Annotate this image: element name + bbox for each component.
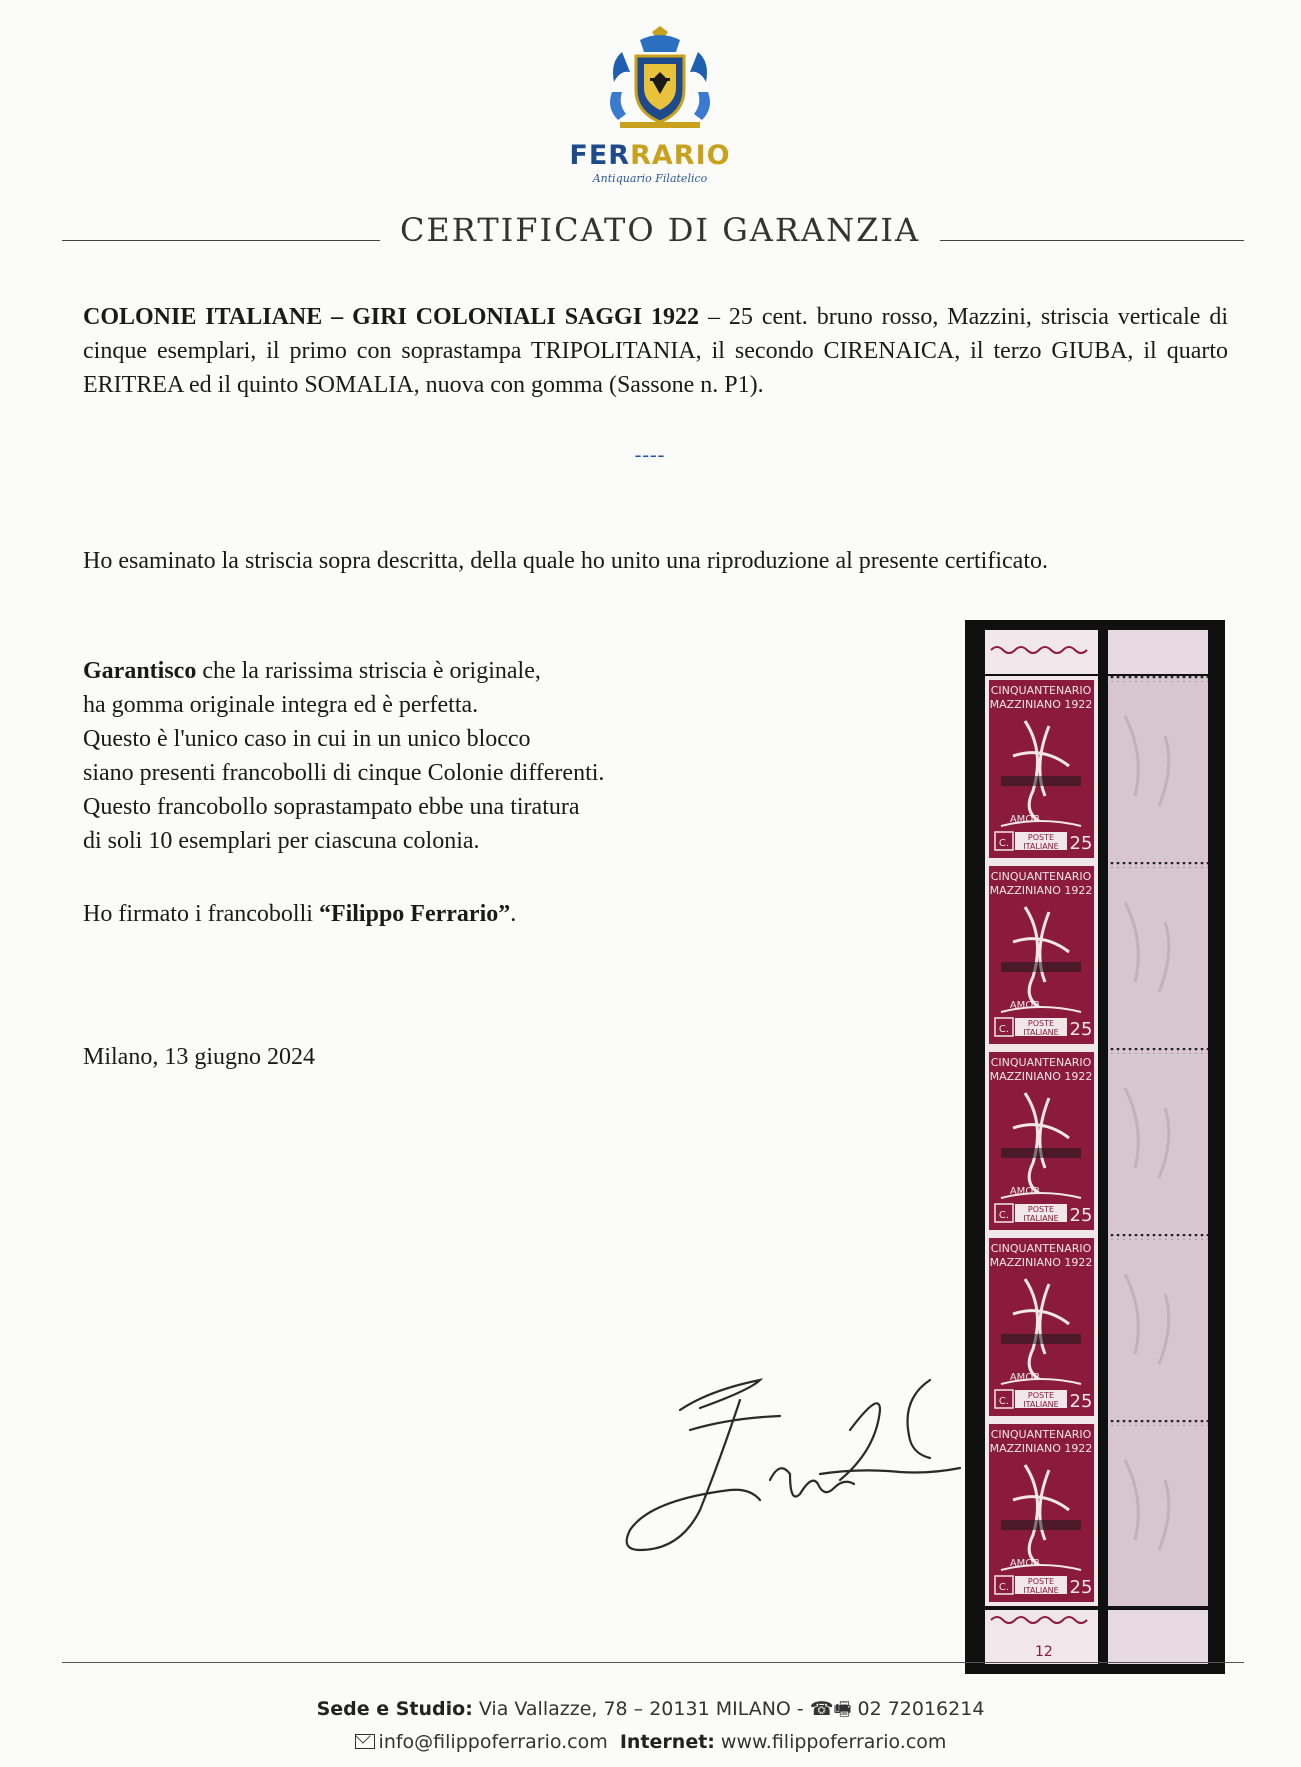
stamp-amor-text: AMOR xyxy=(1009,1000,1041,1011)
stamp-top-line1: CINQUANTENARIO xyxy=(990,1428,1092,1441)
stamp-back-perforation xyxy=(1108,1234,1208,1240)
stamp-back-perforation xyxy=(1108,676,1208,682)
stamp-italiane-text: ITALIANE xyxy=(1023,1400,1059,1409)
stamp-front xyxy=(985,676,1098,862)
phone-number: 02 72016214 xyxy=(857,1698,985,1720)
stamp-amor-text: AMOR xyxy=(1009,1186,1041,1197)
brand-subtitle: Antiquario Filatelico xyxy=(592,172,708,185)
address-label: Sede e Studio: xyxy=(316,1698,473,1720)
guarantee-line: di soli 10 esemplari per ciascuna colonia. xyxy=(83,828,480,854)
footer-contact-line xyxy=(0,1731,1301,1753)
stamp-top-line2: MAZZINIANO 1922 xyxy=(989,1442,1093,1455)
back-bottom-margin xyxy=(1108,1610,1208,1664)
stamp-poste-text: POSTE xyxy=(1027,1577,1055,1586)
stamp-value-text: 25 xyxy=(1069,1391,1093,1412)
stamp-poste-text: POSTE xyxy=(1027,1391,1055,1400)
ferrario-coat-of-arms-logo xyxy=(600,22,720,134)
stamp-top-line1: CINQUANTENARIO xyxy=(990,684,1092,697)
stamp-value-text: 25 xyxy=(1069,1577,1093,1598)
description-lead: COLONIE ITALIANE – GIRI COLONIALI SAGGI 1922 xyxy=(83,304,699,330)
footer-rule xyxy=(62,1662,1244,1663)
stamp-back xyxy=(1108,1420,1208,1606)
place-and-date: Milano, 13 giugno 2024 xyxy=(83,1044,315,1070)
stamp-back-body xyxy=(1108,1420,1208,1606)
stamp-top-line2: MAZZINIANO 1922 xyxy=(989,884,1093,897)
back-stamps xyxy=(1108,676,1208,1606)
brand-name xyxy=(520,140,780,171)
stamp-italiane-text: ITALIANE xyxy=(1023,842,1059,851)
stamp-top-line1: CINQUANTENARIO xyxy=(990,870,1092,883)
stamp-top-line1: CINQUANTENARIO xyxy=(990,1056,1092,1069)
brand-name-part2: RARIO xyxy=(630,140,731,171)
stamp-amor-text: AMOR xyxy=(1009,1558,1041,1569)
stamp-top-line2: MAZZINIANO 1922 xyxy=(989,1256,1093,1269)
stamp-back-perforation xyxy=(1108,1420,1208,1426)
certificate-title: CERTIFICATO DI GARANZIA xyxy=(399,211,921,249)
stamp-value-text: 25 xyxy=(1069,1019,1093,1040)
stamp-back-body xyxy=(1108,1234,1208,1420)
stamp-overprint xyxy=(1001,1148,1081,1158)
stamp-top-line1: CINQUANTENARIO xyxy=(990,1242,1092,1255)
stamp-back xyxy=(1108,1048,1208,1234)
footer-address-line xyxy=(0,1695,1301,1727)
title-rule-right xyxy=(940,240,1244,241)
stamp-italiane-text: ITALIANE xyxy=(1023,1586,1059,1595)
guarantee-line: siano presenti francobolli di cinque Colonie differenti. xyxy=(83,760,605,786)
stamp-description xyxy=(83,300,1228,402)
stamp-value-text: 25 xyxy=(1069,1205,1093,1226)
guarantee-statement xyxy=(83,654,943,858)
back-top-margin xyxy=(1108,630,1208,674)
address: Via Vallazze, 78 – 20131 MILANO - xyxy=(472,1698,810,1720)
stamp-cent-text: C. xyxy=(998,1582,1010,1593)
brand-name-part1: FER xyxy=(569,140,631,171)
stamp-amor-text: AMOR xyxy=(1009,814,1041,825)
stamp-overprint xyxy=(1001,776,1081,786)
stamp-cent-text: C. xyxy=(998,1396,1010,1407)
stamp-poste-text: POSTE xyxy=(1027,833,1055,842)
stamp-back xyxy=(1108,1234,1208,1420)
stamp-back-body xyxy=(1108,676,1208,862)
guarantee-line: ha gomma originale integra ed è perfetta. xyxy=(83,692,479,718)
stamp-italiane-text: ITALIANE xyxy=(1023,1028,1059,1037)
sheet-number: 12 xyxy=(1035,1644,1053,1660)
signer-name: “Filippo Ferrario” xyxy=(318,901,511,927)
stamp-top-line2: MAZZINIANO 1922 xyxy=(989,698,1093,711)
stamp-front xyxy=(985,1048,1098,1234)
stamp-poste-text: POSTE xyxy=(1027,1019,1055,1028)
stamp-back-body xyxy=(1108,862,1208,1048)
stamp-value-text: 25 xyxy=(1069,833,1093,854)
stamp-cent-text: C. xyxy=(998,838,1010,849)
stamp-amor-text: AMOR xyxy=(1009,1372,1041,1383)
stamp-cent-text: C. xyxy=(998,1210,1010,1221)
phone-fax-icon: ☎🖷 xyxy=(809,1698,858,1720)
description-text: – 25 cent. bruno rosso, Mazzini, striscia verticale di cinque esemplari, il primo con soprastampa TRIPOLITANIA, il secondo CIRENAICA, il terzo GIUBA, il quarto ERITREA ed il quinto SOMALIA, nuova con gomma (Sassone n. P1). xyxy=(83,304,1228,398)
separator: ---- xyxy=(634,444,666,466)
email-icon xyxy=(355,1734,375,1749)
stamp-back-perforation xyxy=(1108,1048,1208,1054)
examination-statement: Ho esaminato la striscia sopra descritta, della quale ho unito una riproduzione al presente certificato. xyxy=(83,548,1048,574)
stamp-cent-text: C. xyxy=(998,1024,1010,1035)
website-link[interactable]: www.filippoferrario.com xyxy=(714,1731,947,1753)
stamp-front xyxy=(985,862,1098,1048)
stamp-italiane-text: ITALIANE xyxy=(1023,1214,1059,1223)
stamp-poste-text: POSTE xyxy=(1027,1205,1055,1214)
email-link[interactable]: info@filippoferrario.com xyxy=(378,1731,608,1753)
guarantee-lead: Garantisco xyxy=(83,658,197,684)
guarantee-line: Questo è l'unico caso in cui in un unico blocco xyxy=(83,726,531,752)
stamp-back xyxy=(1108,862,1208,1048)
guarantee-line: Garantisco che la rarissima striscia è originale, xyxy=(83,658,541,684)
stamp-back-perforation xyxy=(1108,862,1208,868)
signature-statement: Ho firmato i francobolli “Filippo Ferrario”. xyxy=(83,901,517,927)
title-rule-left xyxy=(62,240,380,241)
guarantee-line: Questo francobollo soprastampato ebbe una tiratura xyxy=(83,794,580,820)
internet-label: Internet: xyxy=(619,1731,715,1753)
handwritten-signature xyxy=(620,1370,1080,1570)
stamp-overprint xyxy=(1001,962,1081,972)
stamp-top-line2: MAZZINIANO 1922 xyxy=(989,1070,1093,1083)
stamp-overprint xyxy=(1001,1334,1081,1344)
stamp-back-body xyxy=(1108,1048,1208,1234)
stamp-back xyxy=(1108,676,1208,862)
